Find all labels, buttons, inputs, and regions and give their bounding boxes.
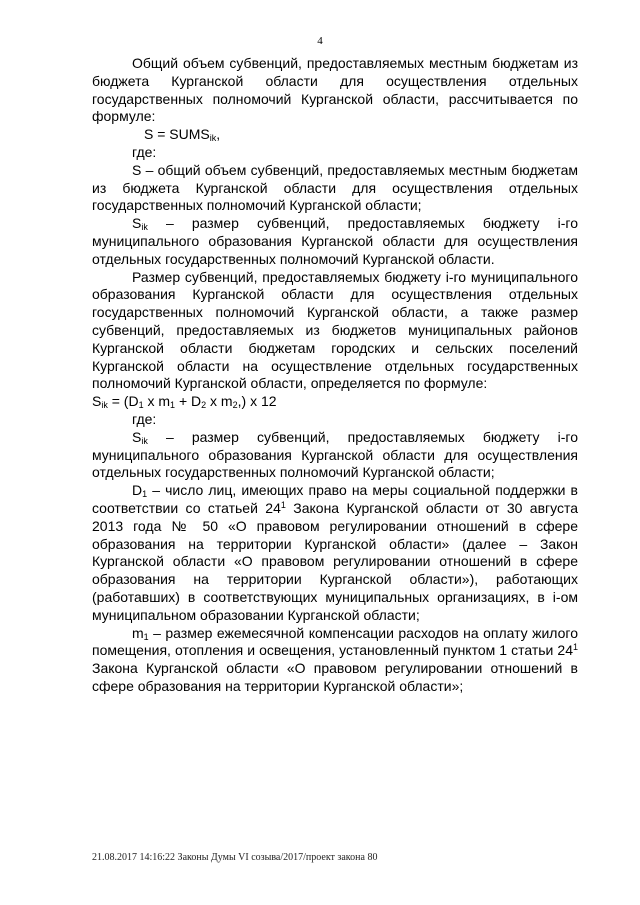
definition-sik: [92, 215, 578, 268]
formula-sik-part: ,) x 12: [237, 393, 277, 410]
definition-d1-symbol: D: [132, 482, 143, 499]
definition-sik2-sub: ik: [141, 435, 148, 446]
where-label-2: где:: [132, 410, 157, 427]
formula-sik-sub: 2: [232, 400, 238, 411]
definition-d1-sub: 1: [142, 489, 148, 500]
formula-sik-part: = (D: [107, 393, 139, 410]
definition-s: S – общий объем субвенций, предоставляемых местным бюджетам из бюджета Курганской области для осуществления отдельных государственных полномочий Курганской области;: [92, 161, 578, 214]
document-footer: 21.08.2017 14:16:22 Законы Думы VI созыва/2017/проект закона 80: [92, 852, 378, 863]
formula-sik-part: + D: [175, 393, 202, 410]
definition-d1-text: – число лиц, имеющих право на меры социальной поддержки в соответствии со статьей 24: [92, 482, 578, 516]
formula-sik-part: S: [92, 393, 102, 410]
formula-total-lhs: S = SUMS: [144, 126, 210, 143]
formula-total-sub: ik: [209, 133, 217, 144]
formula-sik-sub: 2: [201, 400, 207, 411]
definition-m1-sub: 1: [143, 631, 149, 642]
definition-sik-2: [92, 429, 578, 482]
definition-sik2-text: – размер субвенций, предоставляемых бюджету i-го муниципального образования Курганской области для осуществления отдельных государственных полномочий Курганской области;: [92, 428, 578, 481]
definition-sik-sub: ik: [141, 222, 148, 233]
definition-sik-symbol: S: [132, 215, 142, 232]
formula-sik-sub: ik: [101, 400, 108, 411]
definition-m1: [92, 625, 578, 696]
formula-sik-sub: 1: [138, 400, 144, 411]
definition-m1-sup: 1: [572, 642, 578, 653]
formula-sik: [92, 393, 578, 411]
formula-sik-sub: 1: [170, 400, 176, 411]
intro-paragraph: Общий объем субвенций, предоставляемых местным бюджетам из бюджета Курганской области для осуществления отдельных государственных полномочий Курганской области, рассчитывается по формуле:: [92, 55, 578, 125]
definition-sik2-symbol: S: [132, 428, 142, 445]
definition-m1-text: – размер ежемесячной компенсации расходов на оплату жилого помещения, отопления и освещения, установленный пунктом 1 статьи 24: [92, 624, 578, 659]
formula-sik-part: x m: [143, 393, 171, 410]
definition-d1-text-cont: Закона Курганской области от 30 августа 2013 года № 50 «О правовом регулировании отношений в сфере образования на территории Курганской области» (далее – Закон Курганской области «О правовом регулировании отношений в сфере образования на территории Курганской области»), работающих (работавших) в соответствующих муниципальных организациях, в i-ом муниципальном образовании Курганской области;: [92, 499, 578, 623]
definition-d1: [92, 482, 578, 624]
subvention-size-paragraph: Размер субвенций, предоставляемых бюджету i-го муниципального образования Курганской области для осуществления отдельных государственных полномочий Курганской области, а также размер субвенций, предоставляемых из бюджетов муниципальных районов Курганской области бюджетам городских и сельских поселений Курганской области на осуществление отдельных государственных полномочий Курганской области, определяется по формуле:: [92, 268, 578, 392]
formula-sik-part: x m: [206, 393, 233, 410]
definition-m1-symbol: m: [132, 624, 144, 641]
page-number: 4: [317, 35, 323, 47]
formula-total: [92, 126, 578, 144]
definition-sik-text: – размер субвенций, предоставляемых бюджету i-го муниципального образования Курганской области для осуществления отдельных государственных полномочий Курганской области.: [92, 215, 578, 267]
definition-m1-text-cont: Закона Курганской области «О правовом регулировании отношений в сфере образования на территории Курганской области»;: [92, 660, 578, 694]
document-body: [92, 55, 578, 696]
definition-d1-sup: 1: [280, 499, 286, 510]
formula-total-tail: ,: [216, 126, 221, 143]
where-label: где:: [132, 143, 157, 160]
